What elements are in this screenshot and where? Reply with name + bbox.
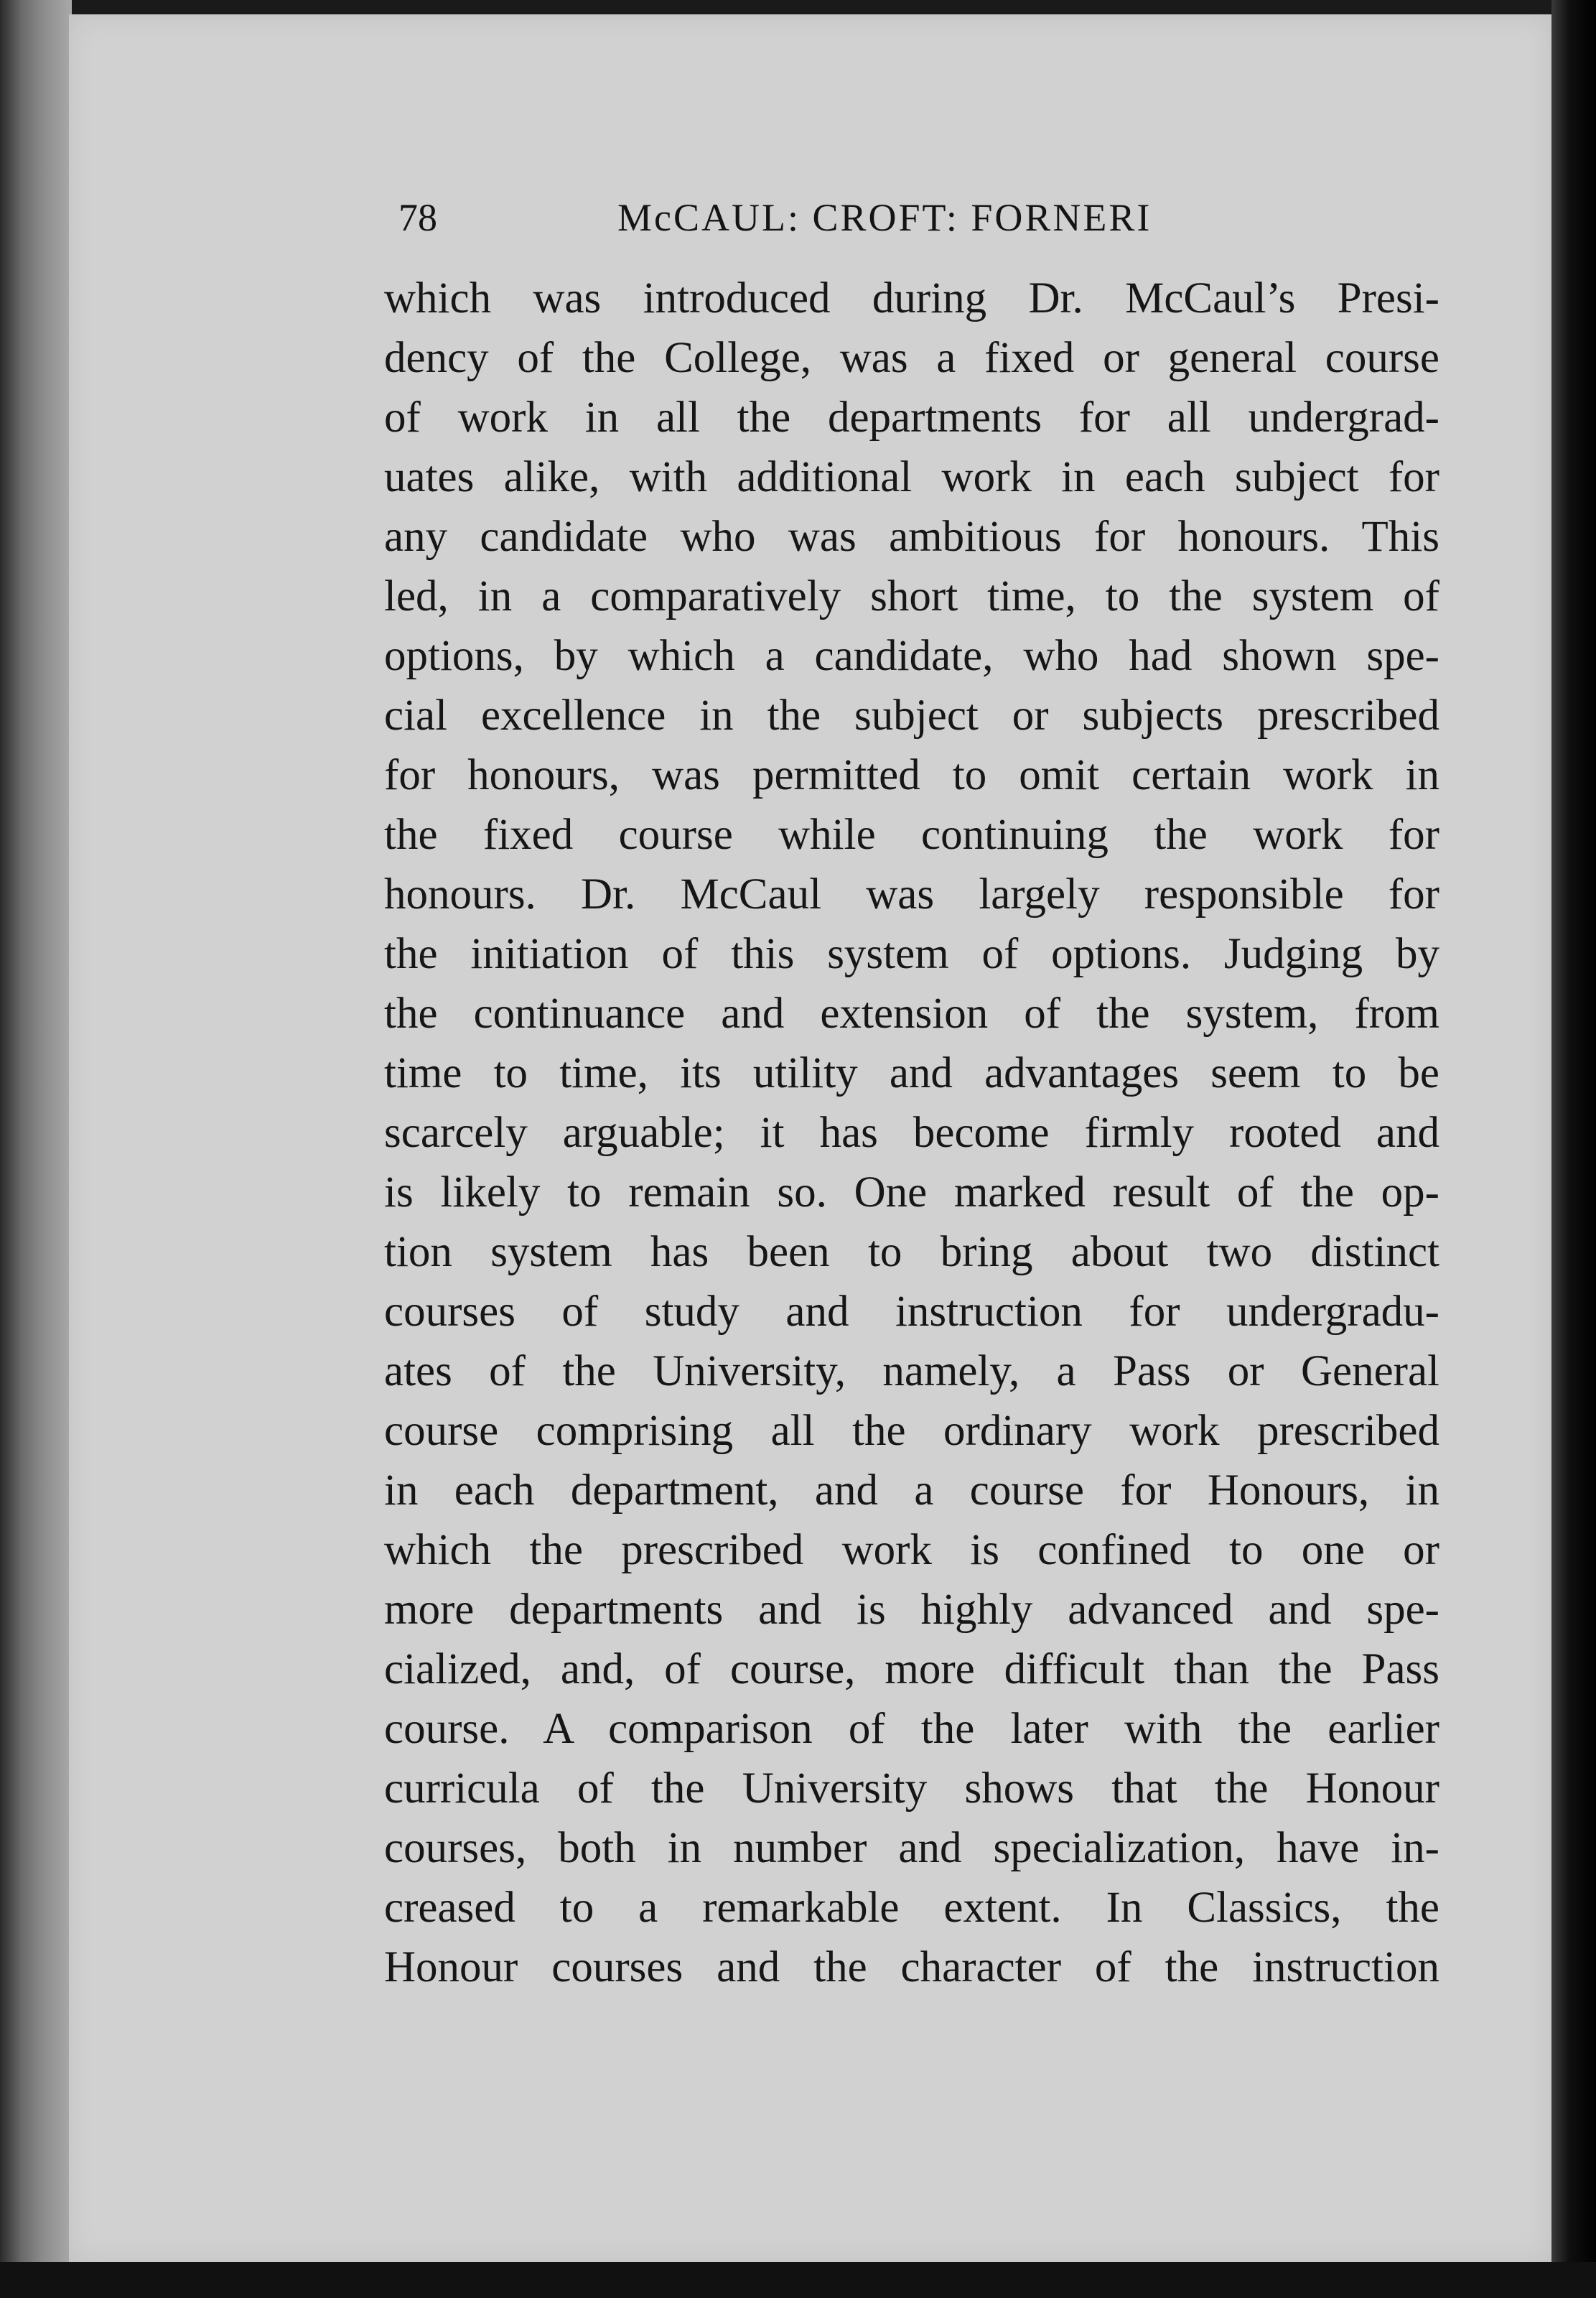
text-line: courses, both in number and specialization, have in-	[384, 1824, 1439, 1872]
book-spine-edge	[0, 0, 72, 2298]
text-line: scarcely arguable; it has become firmly rooted and	[384, 1109, 1439, 1157]
text-line: for honours, was permitted to omit certain work in	[384, 751, 1439, 799]
text-line: uates alike, with additional work in each subject for	[384, 453, 1439, 501]
text-line: ates of the University, namely, a Pass or General	[384, 1347, 1439, 1395]
text-line: Honour courses and the character of the instruction	[384, 1943, 1439, 1991]
text-line: honours. Dr. McCaul was largely responsible for	[384, 870, 1439, 918]
text-line: which was introduced during Dr. McCaul’s Presi-	[384, 274, 1439, 322]
text-line: the initiation of this system of options. Judging by	[384, 930, 1439, 978]
text-line: led, in a comparatively short time, to the system of	[384, 572, 1439, 620]
text-line: of work in all the departments for all undergrad-	[384, 394, 1439, 442]
right-page-edge	[1551, 0, 1596, 2298]
text-line: the fixed course while continuing the work for	[384, 811, 1439, 859]
page-number: 78	[398, 196, 437, 239]
text-line: creased to a remarkable extent. In Classics, the	[384, 1884, 1439, 1932]
text-line: time to time, its utility and advantages seem to be	[384, 1049, 1439, 1097]
text-line: the continuance and extension of the system, from	[384, 990, 1439, 1038]
text-line: in each department, and a course for Honours, in	[384, 1466, 1439, 1515]
text-line: courses of study and instruction for undergradu-	[384, 1288, 1439, 1336]
text-line: any candidate who was ambitious for honours. This	[384, 513, 1439, 561]
text-line: course comprising all the ordinary work prescribed	[384, 1407, 1439, 1455]
text-line: which the prescribed work is confined to one or	[384, 1526, 1439, 1574]
text-line: cialized, and, of course, more difficult than the Pass	[384, 1645, 1439, 1693]
text-line: more departments and is highly advanced and spe-	[384, 1586, 1439, 1634]
body-text	[384, 269, 1439, 1997]
text-line: course. A comparison of the later with the earlier	[384, 1705, 1439, 1753]
text-line: cial excellence in the subject or subjects prescribed	[384, 692, 1439, 740]
text-line: dency of the College, was a fixed or general course	[384, 334, 1439, 382]
running-header	[398, 185, 1432, 250]
running-head-title: McCAUL: CROFT: FORNERI	[617, 196, 1152, 239]
text-line: is likely to remain so. One marked result of the op-	[384, 1168, 1439, 1217]
text-line: tion system has been to bring about two distinct	[384, 1228, 1439, 1276]
text-line: options, by which a candidate, who had shown spe-	[384, 632, 1439, 680]
text-line: curricula of the University shows that the Honour	[384, 1764, 1439, 1813]
bottom-page-edge	[0, 2262, 1596, 2298]
